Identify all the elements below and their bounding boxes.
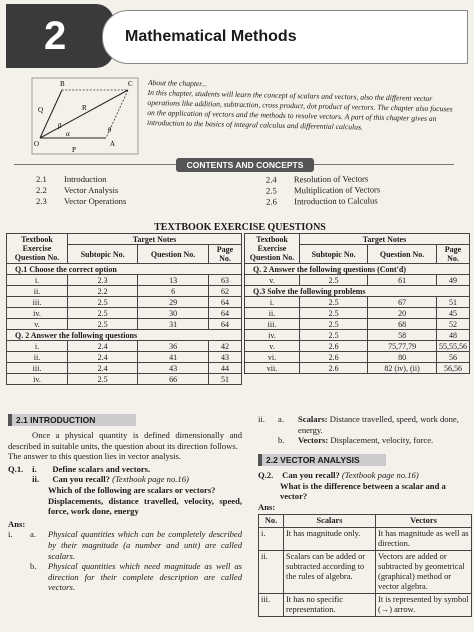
col-header: No. bbox=[259, 515, 284, 528]
table-cell: 2.4 bbox=[68, 352, 138, 363]
textbook-title: TEXTBOOK EXERCISE QUESTIONS bbox=[154, 222, 326, 233]
table-cell: ii. bbox=[245, 308, 300, 319]
contents-title: CONTENTS AND CONCEPTS bbox=[176, 158, 314, 172]
contents-item[interactable]: 2.6 Introduction to Calculus bbox=[266, 195, 378, 207]
table-row bbox=[7, 374, 242, 385]
answer-b: b. Physical quantities which need magnitude as well as direction for their complete description are called vectors. bbox=[30, 561, 242, 593]
contents-item[interactable]: 2.4 Resolution of Vectors bbox=[265, 173, 369, 185]
table-cell: 66 bbox=[138, 374, 209, 385]
table-cell: 82 (iv), (ii) bbox=[368, 363, 437, 374]
table-cell: 2.6 bbox=[300, 352, 368, 363]
table-cell: 2.2 bbox=[68, 286, 138, 297]
figure-label: A bbox=[110, 140, 116, 148]
col-header: Target Notes bbox=[300, 234, 470, 245]
col-header: Subtopic No. bbox=[68, 245, 138, 264]
table-cell: 36 bbox=[138, 341, 209, 352]
contents-item[interactable]: 2.1 Introduction bbox=[36, 174, 107, 184]
right-answer bbox=[258, 414, 472, 446]
table-row bbox=[245, 275, 470, 286]
figure-label: β bbox=[58, 122, 62, 130]
table-section-row bbox=[245, 264, 470, 275]
table-cell: 2.5 bbox=[68, 374, 138, 385]
table-section-row bbox=[245, 286, 470, 297]
figure-label: O bbox=[34, 140, 40, 148]
table-cell: 6 bbox=[138, 286, 209, 297]
table-cell: vii. bbox=[245, 363, 300, 374]
table-cell: 31 bbox=[138, 319, 209, 330]
section-label: Q.1 Choose the correct option bbox=[7, 264, 242, 275]
figure-label: P bbox=[72, 146, 76, 154]
col-header: Target Notes bbox=[68, 234, 242, 245]
table-section-row bbox=[7, 264, 242, 275]
table-cell: i. bbox=[7, 275, 68, 286]
contents-item[interactable]: 2.2 Vector Analysis bbox=[36, 185, 119, 195]
question-q1-ii-list: Displacements, distance travelled, velocity, speed, force, work done, energy bbox=[48, 495, 242, 517]
col-header: Page No. bbox=[437, 245, 470, 264]
table-cell: 43 bbox=[138, 363, 209, 374]
table-cell: 2.5 bbox=[68, 297, 138, 308]
table-cell: 75,77,79 bbox=[368, 341, 437, 352]
table-cell: 20 bbox=[368, 308, 437, 319]
table-cell: v. bbox=[7, 319, 68, 330]
section-label: Q. 2 Answer the following questions bbox=[7, 330, 242, 341]
table-row bbox=[245, 319, 470, 330]
vector-figure bbox=[30, 76, 140, 156]
table-cell: v. bbox=[245, 275, 300, 286]
table-row: ii. Scalars can be added or subtracted according to the rules of algebra. Vectors are added or subtracted by geometrical (graphical) method or vector algebra. bbox=[259, 551, 472, 594]
answer-label: Ans: bbox=[258, 501, 276, 512]
table-cell: 58 bbox=[368, 330, 437, 341]
scalar-vector-table bbox=[258, 514, 472, 617]
table-cell: vi. bbox=[245, 352, 300, 363]
table-row bbox=[245, 308, 470, 319]
table-cell: 56,56 bbox=[437, 363, 470, 374]
figure-label: C bbox=[128, 80, 133, 88]
col-header: Textbook Exercise Question No. bbox=[245, 234, 300, 264]
question-q2-text: What is the difference between a scalar and a vector? bbox=[280, 480, 446, 502]
figure-label: Q bbox=[38, 106, 44, 114]
table-cell: 56 bbox=[437, 352, 470, 363]
table-cell: 30 bbox=[138, 308, 209, 319]
section-heading-vector: 2.2 VECTOR ANALYSIS bbox=[258, 454, 386, 466]
about-heading: About the chapter... bbox=[147, 78, 208, 89]
table-row bbox=[7, 341, 242, 352]
table-cell: 2.5 bbox=[300, 308, 368, 319]
intro-body bbox=[8, 430, 242, 593]
table-row bbox=[7, 308, 242, 319]
table-cell: 67 bbox=[368, 297, 437, 308]
table-cell: 2.5 bbox=[68, 308, 138, 319]
table-section-row bbox=[7, 330, 242, 341]
col-header: Page No. bbox=[209, 245, 242, 264]
table-row bbox=[245, 363, 470, 374]
question-q1: Q.1. i. Define scalars and vectors. bbox=[8, 463, 151, 474]
table-cell: 51 bbox=[437, 297, 470, 308]
contents-item[interactable]: 2.3 Vector Operations bbox=[36, 196, 127, 206]
answer-vectors: b. Vectors: Displacement, velocity, force. bbox=[278, 435, 434, 446]
table-row bbox=[7, 297, 242, 308]
question-q2: Q.2. Can you recall? (Textbook page no.16) bbox=[258, 470, 419, 480]
table-cell: 64 bbox=[209, 297, 242, 308]
chapter-header bbox=[6, 4, 468, 68]
question-q1-ii: ii. Can you recall? (Textbook page no.16) bbox=[32, 474, 189, 485]
table-cell: 2.5 bbox=[300, 330, 368, 341]
contents-right bbox=[266, 173, 381, 207]
col-header: Subtopic No. bbox=[300, 245, 368, 264]
table-cell: 61 bbox=[368, 275, 437, 286]
about-section bbox=[30, 76, 460, 156]
table-cell: 2.6 bbox=[300, 341, 368, 352]
col-header: Vectors bbox=[376, 515, 472, 528]
table-cell: 2.5 bbox=[300, 297, 368, 308]
answer-label: Ans: bbox=[8, 518, 26, 529]
table-row bbox=[7, 363, 242, 374]
table-cell: 48 bbox=[437, 330, 470, 341]
table-cell: 2.5 bbox=[68, 319, 138, 330]
col-header: Question No. bbox=[138, 245, 209, 264]
table-row bbox=[245, 341, 470, 352]
table-cell: 52 bbox=[437, 319, 470, 330]
table-cell: 42 bbox=[209, 341, 242, 352]
table-row bbox=[7, 352, 242, 363]
table-cell: v. bbox=[245, 341, 300, 352]
question-q1-ii-text: Which of the following are scalars or vectors? bbox=[48, 484, 216, 495]
table-cell: iv. bbox=[7, 308, 68, 319]
table-cell: iii. bbox=[7, 297, 68, 308]
answer-a: i. a. Physical quantities which can be completely described by their magnitude (a number and unit) are called scalars. bbox=[8, 529, 242, 561]
table-cell: 62 bbox=[209, 286, 242, 297]
contents-left bbox=[36, 174, 126, 207]
table-cell: i. bbox=[7, 341, 68, 352]
section-label: Q.3 Solve the following problems bbox=[245, 286, 470, 297]
figure-label: R bbox=[82, 104, 87, 112]
chapter-number: 2 bbox=[6, 4, 114, 68]
figure-label: α bbox=[66, 130, 70, 138]
table-cell: 45 bbox=[437, 308, 470, 319]
answer-scalars: ii. a. Scalars: Distance travelled, speed, work done, energy. bbox=[258, 414, 459, 435]
section-label: Q. 2 Answer the following questions (Cont'd) bbox=[245, 264, 470, 275]
table-cell: 2.5 bbox=[300, 319, 368, 330]
table-row bbox=[7, 286, 242, 297]
figure-label: θ bbox=[108, 126, 112, 134]
chapter-title: Mathematical Methods bbox=[102, 10, 468, 64]
table-cell: 41 bbox=[138, 352, 209, 363]
table-cell: 29 bbox=[138, 297, 209, 308]
table-row bbox=[245, 297, 470, 308]
table-cell: iii. bbox=[7, 363, 68, 374]
table-row bbox=[7, 275, 242, 286]
intro-paragraph: Once a physical quantity is defined dimensionally and described in suitable units, the question about its direction follows. bbox=[8, 430, 242, 451]
table-cell: 68 bbox=[368, 319, 437, 330]
col-header: Textbook Exercise Question No. bbox=[7, 234, 68, 264]
table-cell: 2.3 bbox=[68, 275, 138, 286]
table-cell: 55,55,56 bbox=[437, 341, 470, 352]
table-cell: 2.4 bbox=[68, 341, 138, 352]
table-cell: 2.5 bbox=[300, 275, 368, 286]
table-cell: 2.4 bbox=[68, 363, 138, 374]
table-row bbox=[245, 352, 470, 363]
contents-item[interactable]: 2.5 Multiplication of Vectors bbox=[265, 184, 381, 196]
table-cell: 13 bbox=[138, 275, 209, 286]
table-cell: ii. bbox=[7, 352, 68, 363]
table-cell: 51 bbox=[209, 374, 242, 385]
table-cell: 63 bbox=[209, 275, 242, 286]
table-cell: i. bbox=[245, 297, 300, 308]
table-cell: 2.6 bbox=[300, 363, 368, 374]
table-row: i. It has magnitude only. It has magnitude as well as direction. bbox=[259, 528, 472, 551]
about-body: In this chapter, students will learn the concept of scalars and vectors, also the different vector operations like addition, subtraction, cross product, dot product of vectors. The chapter also focuses on the application of vectors and the methods to resolve vectors. A part of this chapter gives an introduction to the basics of integral calculus and differential calculus. bbox=[146, 87, 453, 132]
table-cell: iv. bbox=[245, 330, 300, 341]
col-header: Scalars bbox=[284, 515, 376, 528]
table-cell: 64 bbox=[209, 308, 242, 319]
vector-body bbox=[258, 470, 472, 512]
figure-label: B bbox=[60, 80, 65, 88]
textbook-table-left bbox=[6, 233, 242, 385]
table-cell: iv. bbox=[7, 374, 68, 385]
table-row bbox=[7, 319, 242, 330]
table-cell: ii. bbox=[7, 286, 68, 297]
table-row: iii. It has no specific representation. It is represented by symbol (→) arrow. bbox=[259, 594, 472, 617]
textbook-table-right bbox=[244, 233, 470, 374]
col-header: Question No. bbox=[368, 245, 437, 264]
about-text bbox=[147, 78, 460, 135]
table-cell: 80 bbox=[368, 352, 437, 363]
table-row bbox=[245, 330, 470, 341]
table-cell: iii. bbox=[245, 319, 300, 330]
table-cell: 43 bbox=[209, 352, 242, 363]
section-heading-intro: 2.1 INTRODUCTION bbox=[8, 414, 136, 426]
table-cell: 64 bbox=[209, 319, 242, 330]
table-cell: 49 bbox=[437, 275, 470, 286]
table-cell: 44 bbox=[209, 363, 242, 374]
intro-paragraph: The answer to this question lies in vector analysis. bbox=[8, 451, 182, 462]
